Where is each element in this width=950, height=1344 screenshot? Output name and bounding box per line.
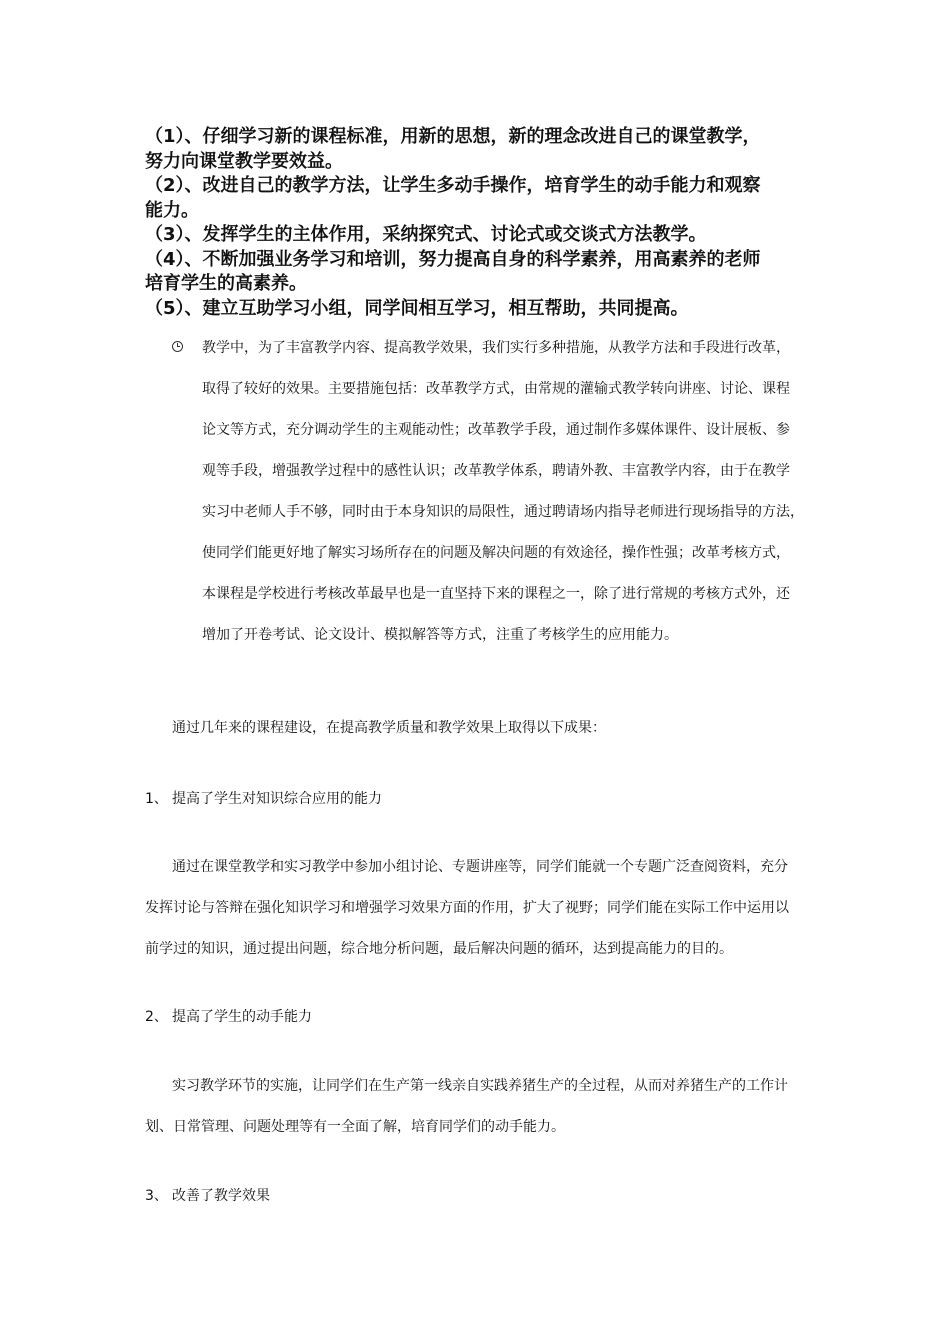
- list-line: （3）、发挥学生的主体作用，采纳探究式、讨论式或交谈式方法教学。: [145, 224, 707, 245]
- list-line: （1）、仔细学习新的课程标准，用新的思想，新的理念改进自己的课堂教学，: [145, 126, 761, 147]
- paragraph-line: 划、日常管理、问题处理等有一全面了解，培育同学们的动手能力。: [145, 1119, 565, 1135]
- section-heading: 改善了教学效果: [172, 1188, 270, 1204]
- note-line: 取得了较好的效果。主要措施包括：改革教学方式，由常规的灌输式教学转向讲座、讨论、课程: [202, 381, 790, 397]
- list-line: 培育学生的高素养。: [145, 273, 307, 294]
- paragraph-line: 通过在课堂教学和实习教学中参加小组讨论、专题讲座等，同学们能就一个专题广泛查阅资料，充分: [172, 859, 788, 875]
- list-line: 努力向课堂教学要效益。: [145, 150, 343, 172]
- note-line: 观等手段，增强教学过程中的感性认识；改革教学体系，聘请外教、丰富教学内容，由于在教学: [202, 463, 790, 479]
- intro-text: 通过几年来的课程建设，在提高教学质量和教学效果上取得以下成果：: [172, 720, 606, 736]
- paragraph-line: 发挥讨论与答辩在强化知识学习和增强学习效果方面的作用，扩大了视野；同学们能在实际工作中运用以: [145, 900, 789, 916]
- note-line: 论文等方式，充分调动学生的主观能动性；改革教学手段，通过制作多媒体课件、设计展板、参: [202, 422, 790, 438]
- section-number: 3、: [145, 1188, 168, 1204]
- measures-list: [145, 125, 815, 321]
- paragraph-line: 实习教学环节的实施，让同学们在生产第一线亲自实践养猪生产的全过程，从而对养猪生产的工作计: [172, 1078, 788, 1094]
- list-line: 能力。: [145, 199, 199, 221]
- paragraph-line: 前学过的知识，通过提出问题，综合地分析问题，最后解决问题的循环，达到提高能力的目的。: [145, 941, 733, 957]
- list-line: （4）、不断加强业务学习和培训，努力提高自身的科学素养，用高素养的老师: [145, 248, 761, 270]
- section-number: 2、: [145, 1009, 168, 1025]
- note-line: 实习中老师人手不够，同时由于本身知识的局限性，通过聘请场内指导老师进行现场指导的方法，: [202, 504, 804, 520]
- note-line: 本课程是学校进行考核改革最早也是一直坚持下来的课程之一，除了进行常规的考核方式外，还: [202, 586, 790, 602]
- list-line: （2）、改进自己的教学方法，让学生多动手操作，培育学生的动手能力和观察: [145, 175, 761, 196]
- note-line: 教学中，为了丰富教学内容、提高教学效果，我们实行多种措施，从教学方法和手段进行改革，: [202, 340, 790, 356]
- section-heading: 提高了学生的动手能力: [172, 1009, 312, 1025]
- section-heading: 提高了学生对知识综合应用的能力: [172, 791, 382, 807]
- note-line: 使同学们能更好地了解实习场所存在的问题及解决问题的有效途径，操作性强；改革考核方式，: [202, 545, 790, 561]
- note-line: 增加了开卷考试、论文设计、模拟解答等方式，注重了考核学生的应用能力。: [202, 627, 678, 643]
- clock-icon: [172, 341, 183, 352]
- list-line: （5）、建立互助学习小组，同学间相互学习，相互帮助，共同提高。: [145, 297, 689, 319]
- section-number: 1、: [145, 791, 168, 807]
